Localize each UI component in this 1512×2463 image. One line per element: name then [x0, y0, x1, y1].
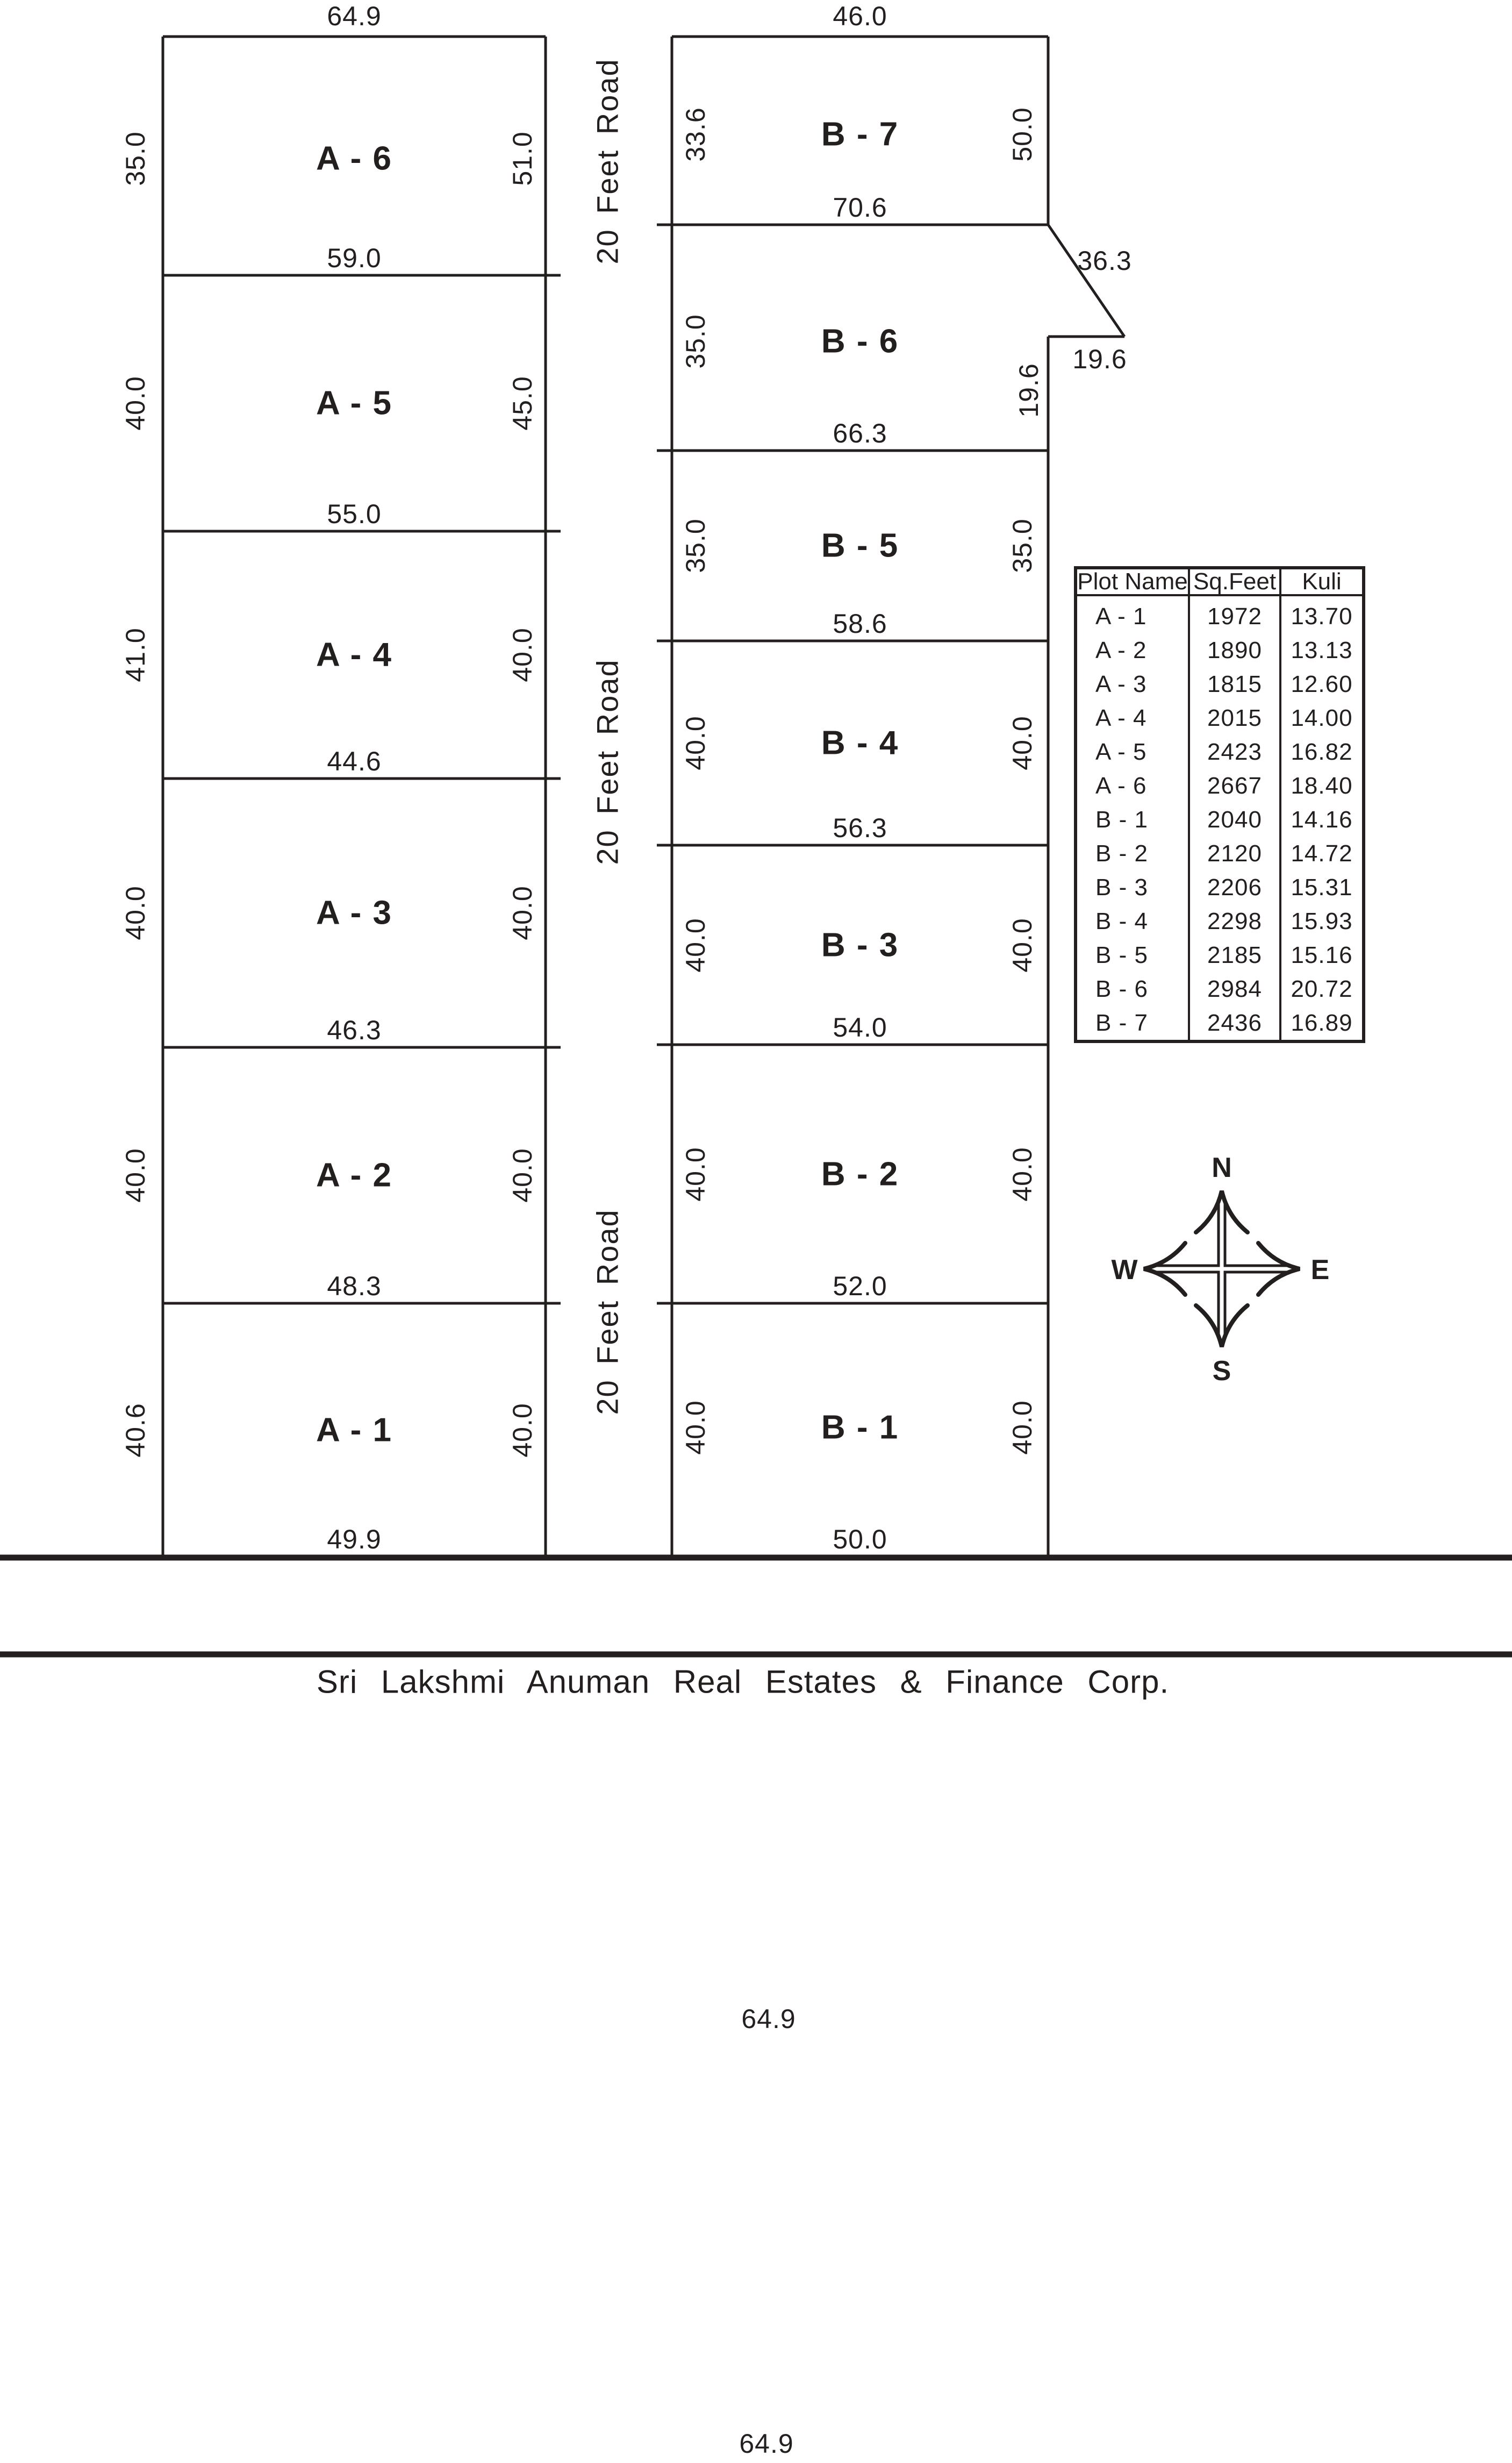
- plot-area-table: [1074, 566, 1365, 1043]
- compass-north-label: N: [1212, 1152, 1232, 1183]
- dim-b5-right: 35.0: [1007, 518, 1037, 573]
- table-cell: A - 6: [1095, 772, 1147, 799]
- plot-b5-name: B - 5: [821, 527, 899, 565]
- table-cell: 2298: [1207, 908, 1262, 934]
- table-header-sqfeet: Sq.Feet: [1190, 569, 1279, 596]
- road-label-2: 20 Feet Road: [590, 659, 625, 865]
- table-cell: 1815: [1207, 670, 1262, 697]
- dim-b6-notch-outer: 19.6: [1072, 344, 1127, 374]
- dim-a2-right: 40.0: [507, 1148, 538, 1203]
- plot-a3-name: A - 3: [316, 894, 393, 932]
- table-cell: 1972: [1207, 603, 1262, 630]
- table-cell: 2040: [1207, 806, 1262, 833]
- dim-a6-left: 35.0: [120, 131, 151, 186]
- dim-b7-top: 46.0: [833, 1, 887, 31]
- compass-east-label: E: [1310, 1254, 1330, 1286]
- table-cell: B - 5: [1095, 941, 1148, 968]
- dim-b4-left: 40.0: [680, 716, 711, 770]
- extra-number-mid: 64.9: [741, 2004, 796, 2034]
- dim-b5-bottom: 58.6: [833, 609, 887, 639]
- dim-b2-left: 40.0: [680, 1147, 711, 1202]
- plot-b4-name: B - 4: [821, 724, 899, 762]
- table-cell: B - 2: [1095, 840, 1148, 867]
- dim-b4-bottom: 56.3: [833, 813, 887, 843]
- dim-a4-right: 40.0: [507, 627, 538, 682]
- plot-b1-name: B - 1: [821, 1409, 899, 1446]
- dim-a1-left: 40.6: [120, 1403, 151, 1458]
- dim-a3-left: 40.0: [120, 886, 151, 940]
- table-cell: B - 4: [1095, 908, 1148, 934]
- dim-b4-right: 40.0: [1007, 716, 1037, 770]
- plot-a1-name: A - 1: [316, 1411, 393, 1449]
- table-cell: B - 1: [1095, 806, 1148, 833]
- table-cell: 18.40: [1291, 772, 1353, 799]
- dim-a6-bottom: 59.0: [327, 243, 382, 273]
- table-cell: B - 3: [1095, 874, 1148, 901]
- table-cell: 2423: [1207, 738, 1262, 765]
- dim-b1-right: 40.0: [1007, 1400, 1037, 1455]
- table-cell: 14.72: [1291, 840, 1353, 867]
- table-column-kuli: [1279, 569, 1362, 1040]
- table-cell: 14.16: [1291, 806, 1353, 833]
- dim-a2-left: 40.0: [120, 1148, 151, 1203]
- table-cell: A - 4: [1095, 704, 1147, 731]
- dim-a1-right: 40.0: [507, 1403, 538, 1458]
- dim-b3-right: 40.0: [1007, 918, 1037, 973]
- table-cell: 14.00: [1291, 704, 1353, 731]
- dim-b6-diagonal: 36.3: [1077, 246, 1132, 276]
- plot-a5-name: A - 5: [316, 384, 393, 422]
- compass-west-label: W: [1111, 1254, 1138, 1286]
- table-cell: 13.70: [1291, 603, 1353, 630]
- table-cell: B - 6: [1095, 975, 1148, 1002]
- table-cell: 12.60: [1291, 670, 1353, 697]
- dim-a2-bottom: 48.3: [327, 1271, 382, 1301]
- dim-a5-left: 40.0: [120, 376, 151, 431]
- table-cell: B - 7: [1095, 1009, 1148, 1036]
- dim-b1-left: 40.0: [680, 1400, 711, 1455]
- dim-b7-right: 50.0: [1007, 107, 1037, 162]
- dim-a1-bottom: 49.9: [327, 1524, 382, 1554]
- dim-b7-left: 33.6: [680, 107, 711, 162]
- plot-a4-name: A - 4: [316, 636, 393, 674]
- compass-icon: [1144, 1191, 1300, 1347]
- dim-b7-bottom: 70.6: [833, 192, 887, 223]
- table-cell: 20.72: [1291, 975, 1353, 1002]
- plot-b2-name: B - 2: [821, 1155, 899, 1193]
- dim-b6-left: 35.0: [680, 314, 711, 369]
- plot-a2-name: A - 2: [316, 1156, 393, 1194]
- table-cell: A - 3: [1095, 670, 1147, 697]
- table-cell: 15.31: [1291, 874, 1353, 901]
- plot-a6-name: A - 6: [316, 140, 393, 177]
- compass-south-label: S: [1212, 1355, 1231, 1387]
- table-cell: 13.13: [1291, 637, 1353, 663]
- table-cell: A - 5: [1095, 738, 1147, 765]
- page-title: Sri Lakshmi Anuman Real Estates & Finance Corp.: [316, 1664, 1170, 1700]
- table-cell: 2667: [1207, 772, 1262, 799]
- table-cell: 16.89: [1291, 1009, 1353, 1036]
- table-column-plot-name: [1077, 569, 1188, 1040]
- table-header-kuli: Kuli: [1281, 569, 1362, 596]
- dim-b5-left: 35.0: [680, 518, 711, 573]
- dim-b3-left: 40.0: [680, 918, 711, 973]
- road-label-3: 20 Feet Road: [590, 1209, 625, 1415]
- table-column-sqfeet: [1188, 569, 1279, 1040]
- plot-b6-name: B - 6: [821, 323, 899, 360]
- dim-a3-bottom: 46.3: [327, 1015, 382, 1045]
- dim-a6-right: 51.0: [507, 131, 538, 186]
- table-cell: 1890: [1207, 637, 1262, 663]
- extra-number-bottom: 64.9: [739, 2429, 794, 2459]
- plot-b3-name: B - 3: [821, 926, 899, 964]
- plot-b7-name: B - 7: [821, 116, 899, 153]
- dim-a3-right: 40.0: [507, 886, 538, 940]
- table-cell: 2984: [1207, 975, 1262, 1002]
- dim-a5-right: 45.0: [507, 376, 538, 431]
- dim-b1-bottom: 50.0: [833, 1524, 887, 1554]
- table-cell: 2206: [1207, 874, 1262, 901]
- dim-b6-bottom: 66.3: [833, 418, 887, 448]
- table-cell: A - 1: [1095, 603, 1147, 630]
- table-cell: 2120: [1207, 840, 1262, 867]
- dim-a6-top: 64.9: [327, 1, 382, 31]
- table-cell: 16.82: [1291, 738, 1353, 765]
- table-header-plot-name: Plot Name: [1077, 569, 1188, 596]
- table-cell: 15.93: [1291, 908, 1353, 934]
- dim-a4-bottom: 44.6: [327, 746, 382, 776]
- table-cell: A - 2: [1095, 637, 1147, 663]
- dim-a5-bottom: 55.0: [327, 499, 382, 529]
- table-cell: 15.16: [1291, 941, 1353, 968]
- table-cell: 2015: [1207, 704, 1262, 731]
- dim-b6-notch-inner: 19.6: [1014, 363, 1044, 418]
- road-label-1: 20 Feet Road: [590, 58, 625, 265]
- table-cell: 2436: [1207, 1009, 1262, 1036]
- dim-b2-bottom: 52.0: [833, 1271, 887, 1301]
- dim-b2-right: 40.0: [1007, 1147, 1037, 1202]
- dim-a4-left: 41.0: [120, 627, 151, 682]
- dim-b3-bottom: 54.0: [833, 1012, 887, 1043]
- table-cell: 2185: [1207, 941, 1262, 968]
